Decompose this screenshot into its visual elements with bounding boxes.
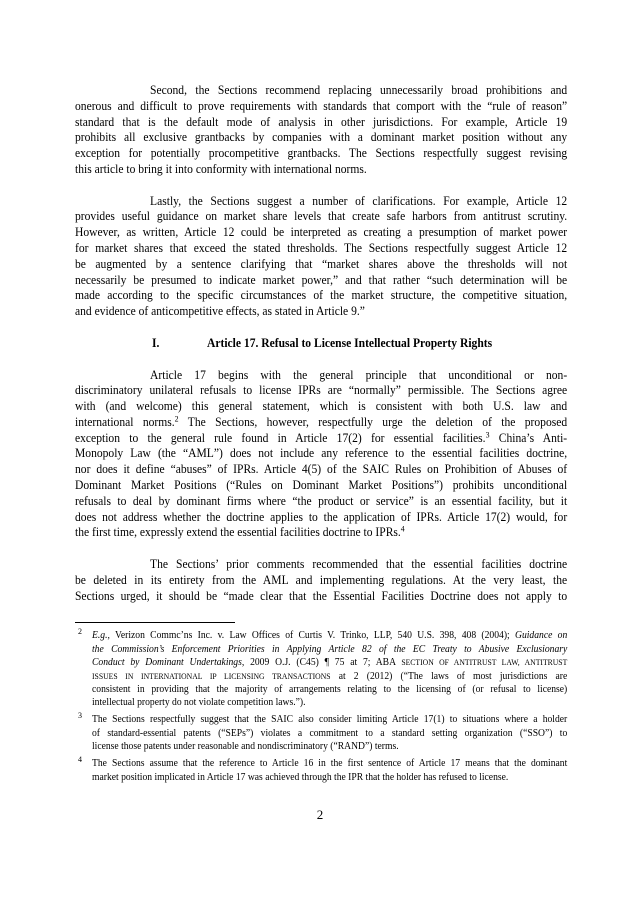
footnote-line	[92, 696, 567, 709]
body-line	[75, 382, 567, 398]
body-line	[75, 193, 567, 209]
footnote-line	[92, 643, 567, 656]
body-line	[75, 398, 567, 414]
text-run: the first time, expressly extend the essential facilities doctrine to IPRs.	[75, 524, 401, 540]
body-line	[75, 98, 567, 114]
text-run: onerous and difficult to prove requirements with standards that comport with the “rule of reason”	[75, 97, 568, 113]
footnote	[75, 711, 568, 753]
body-line	[75, 303, 567, 319]
footnote-line	[92, 757, 567, 770]
text-run: with (and welcome) this general statement, which is consistent with both U.S. law and	[75, 398, 568, 414]
text-run: Second, the Sections recommend replacing unnecessarily broad prohibitions and	[150, 82, 568, 98]
footnote-reference: 2	[174, 413, 179, 424]
text-run: exception to the general rule found in Article 17(2) for essential facilities.	[75, 429, 486, 445]
body-line	[75, 256, 567, 272]
text-run: of standard-essential patents (“SEPs”) violates a commitment to a standard setting organization (“SSO”) to	[92, 726, 568, 739]
text-run: Article 17 begins with the general principle that unconditional or non-	[150, 366, 568, 382]
text-run: The Sections respectfully suggest that the SAIC also consider limiting Article 17(1) to situations where a holder	[92, 713, 568, 726]
text-run: be deleted in its entirety from the AML and implementing regulations. At the very least, the	[75, 571, 568, 587]
footnote-separator	[75, 622, 235, 623]
body-line	[75, 445, 567, 461]
text-run: prohibits all exclusive grantbacks by companies with a dominant market position without any	[75, 129, 568, 145]
footnote-number: 4	[78, 755, 82, 765]
body-line	[75, 367, 567, 383]
small-caps-text: SECTION OF ANTITRUST LAW, ANTITRUST	[401, 657, 568, 668]
text-run: intellectual property do not violate competition laws.”).	[92, 696, 306, 709]
footnote	[75, 627, 568, 709]
footnote-line	[92, 740, 567, 753]
body-line	[75, 556, 567, 572]
body-line	[75, 509, 567, 525]
body-line	[75, 588, 567, 604]
paragraph	[75, 367, 567, 541]
paragraph	[75, 82, 567, 177]
body-line	[75, 461, 567, 477]
text-run: international norms.	[75, 413, 175, 429]
footnote-reference: 3	[485, 429, 490, 440]
body-line	[75, 224, 567, 240]
text-run: provides useful guidance on market share levels that create safe harbors from antitrust scrutiny.	[75, 208, 568, 224]
text-run: Monopoly Law (the “AML”) does not include any reference to the essential facilities doctrine,	[75, 445, 568, 461]
body-line	[75, 129, 567, 145]
footnote-number: 2	[78, 627, 82, 637]
text-run: Sections urged, it should be “made clear that the Essential Facilities Doctrine does not apply to	[75, 587, 568, 603]
small-caps-text: ISSUES IN INTERNATIONAL IP LICENSING TRANSACTIONS	[92, 670, 331, 681]
text-run: The Sections’ prior comments recommended that the essential facilities doctrine	[150, 556, 568, 572]
text-run: does not address whether the doctrine applies to the application of IPRs. Article 17(2) would, for	[75, 508, 568, 524]
italic-text: the Commission’s Enforcement Priorities in Applying Article 82 of the EC Treaty to Abusive Exclusionary	[92, 642, 568, 655]
text-run: license those patents under reasonable and nondiscriminatory (“RAND”) terms.	[92, 740, 399, 753]
text-run: The Sections, however, respectfully urge the deletion of the proposed	[178, 413, 568, 429]
text-run: exception for potentially procompetitive grantbacks. The Sections respectfully suggest revising	[75, 145, 568, 161]
text-run: for market shares that exceed the stated thresholds. The Sections respectfully suggest Article 12	[75, 240, 568, 256]
text-run: be augmented by a sentence clarifying that “market shares above the thresholds will not	[75, 255, 568, 271]
text-run: this article to bring it into conformity with international norms.	[75, 161, 367, 177]
text-run: Dominant Market Positions (“Rules on Dominant Market Positions”) prohibits unconditional	[75, 477, 568, 493]
body-line	[75, 82, 567, 98]
footnote-line	[92, 656, 567, 669]
text-run: However, as written, Article 12 could be interpreted as creating a presumption of market power	[75, 224, 568, 240]
text-run: necessarily be presumed to indicate market power,” and that rather “such determination will be	[75, 271, 568, 287]
text-run: China’s Anti-	[489, 429, 568, 445]
footnote	[75, 755, 568, 783]
text-run: Verizon Commc’ns Inc. v. Law Offices of Curtis V. Trinko, LLP, 540 U.S. 398, 408 (2004);	[109, 629, 516, 642]
body-line	[75, 161, 567, 177]
footnote-number: 3	[78, 711, 82, 721]
paragraph	[75, 556, 567, 603]
footnote-line	[92, 683, 567, 696]
body-line	[75, 114, 567, 130]
body-line	[75, 572, 567, 588]
footnote-line	[92, 670, 567, 683]
text-run: consistent in providing that the majority of arrangements relating to the licensing of (or refusal to license)	[92, 682, 568, 695]
footnote-text	[92, 629, 567, 709]
body-line	[75, 414, 567, 430]
italic-text: E.g.,	[92, 629, 110, 642]
text-run: refusals to deal by dominant firms where “the product or service” is an essential facility, but it	[75, 492, 568, 508]
section-title: Article 17. Refusal to License Intellectual Property Rights	[206, 334, 493, 350]
footnote-line	[92, 629, 567, 642]
footnote-line	[92, 713, 567, 726]
body-line	[75, 208, 567, 224]
body-line	[75, 477, 567, 493]
body-line	[75, 240, 567, 256]
footnote-line	[92, 727, 567, 740]
body-line	[75, 524, 567, 540]
text-run: and evidence of anticompetitive effects, as stated in Article 9.”	[75, 303, 365, 319]
body-line	[75, 145, 567, 161]
footnote-text	[92, 757, 567, 784]
text-run: standard that is the default mode of analysis in other jurisdictions. For example, Article 19	[75, 113, 568, 129]
text-run: at 2 (2012) (“The laws of most jurisdictions are	[330, 669, 568, 682]
body-line	[75, 430, 567, 446]
footnote-reference: 4	[400, 524, 405, 535]
italic-text: Conduct by Dominant Undertakings,	[92, 656, 245, 669]
body-line	[75, 493, 567, 509]
text-run: discriminatory unilateral refusals to license IPRs are “normally” permissible. The Sections agree	[75, 382, 568, 398]
body-line	[75, 272, 567, 288]
body-line	[75, 287, 567, 303]
text-run: made according to the specific circumstances of the market structure, the competitive situation,	[75, 287, 568, 303]
footnote-text	[92, 713, 567, 753]
text-run: market position implicated in Article 17 was achieved through the IPR that the holder has refused to license.	[92, 770, 509, 783]
section-heading	[75, 335, 567, 351]
text-run: nor does it define “abuses” of IPRs. Article 4(5) of the SAIC Rules on Prohibition of Abuses of	[75, 461, 568, 477]
section-number: I.	[151, 334, 160, 350]
page-number: 2	[316, 807, 324, 822]
footnote-line	[92, 771, 567, 784]
italic-text: Guidance on	[515, 629, 568, 642]
text-run: The Sections assume that the reference to Article 16 in the first sentence of Article 17 means that the dominant	[92, 757, 568, 770]
text-run: Lastly, the Sections suggest a number of clarifications. For example, Article 12	[150, 192, 568, 208]
text-run: 2009 O.J. (C45) ¶ 75 at 7; ABA	[244, 656, 402, 669]
paragraph	[75, 193, 567, 319]
